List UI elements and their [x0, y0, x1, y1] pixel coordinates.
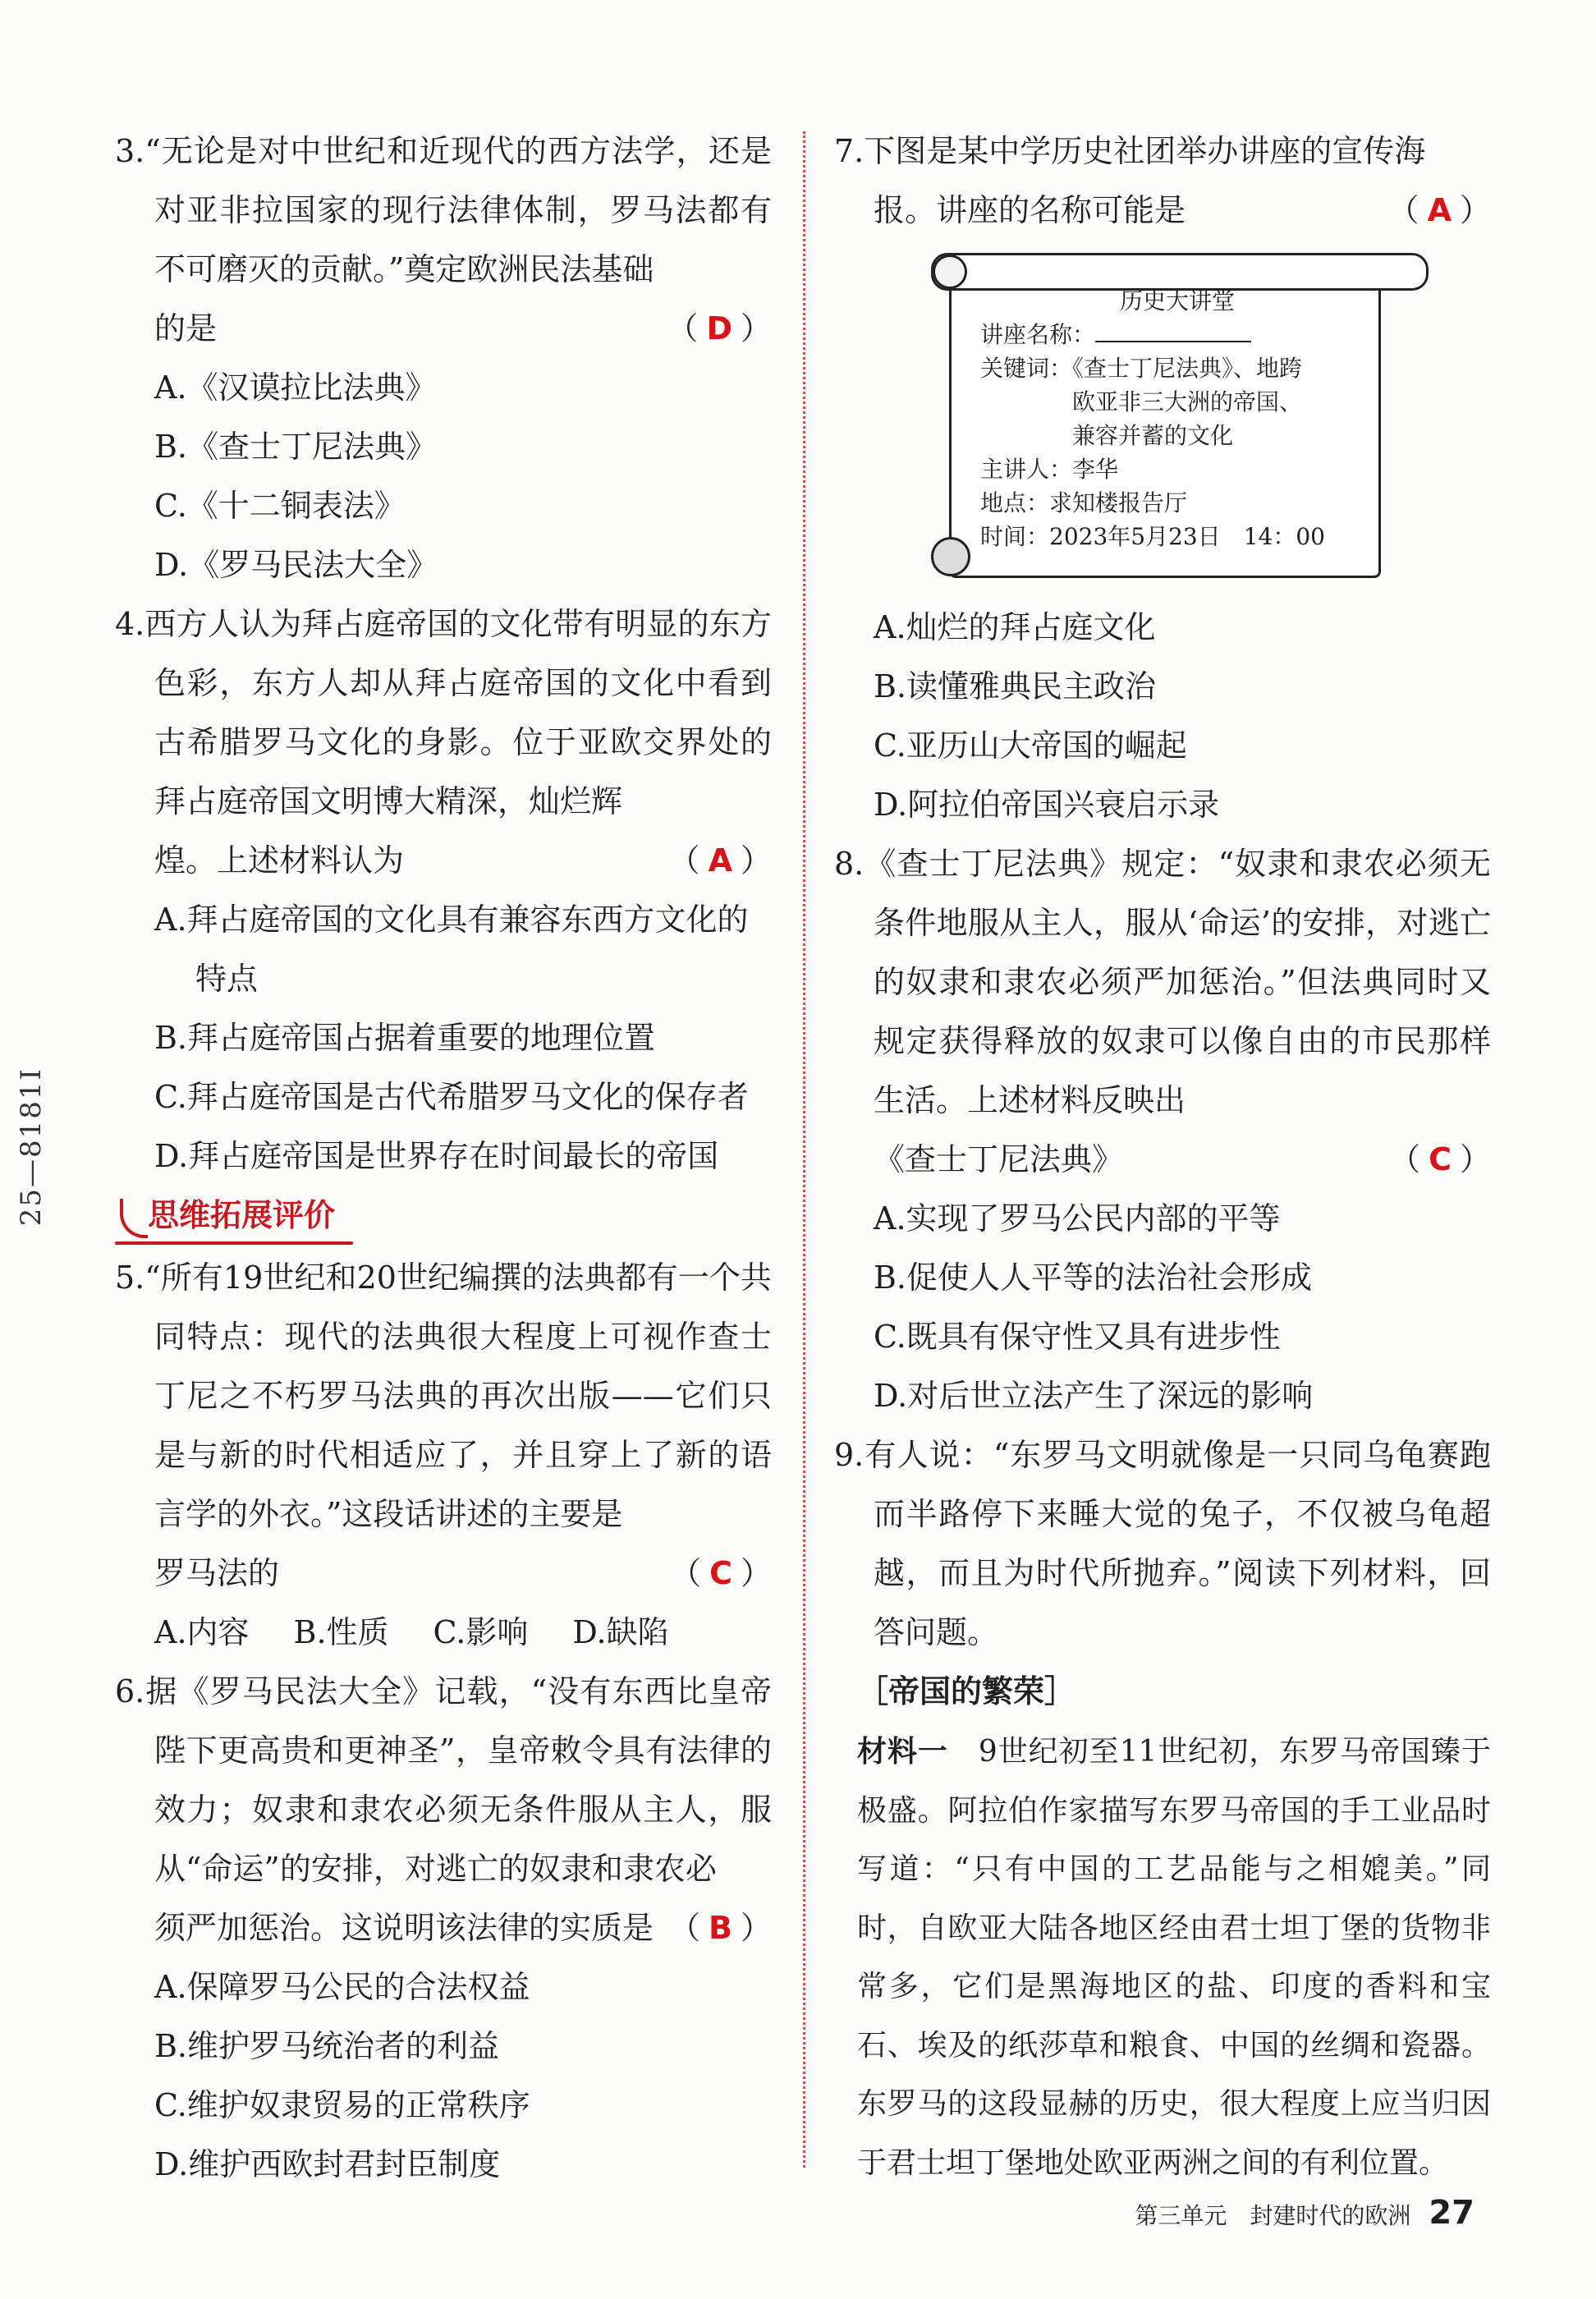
page-footer	[1135, 2194, 1474, 2232]
question-6-stem-end: 须严加惩治。这说明该法律的实质是	[154, 1910, 654, 1946]
option: A.保障罗马公民的合法权益	[154, 1969, 530, 2005]
option: A.拜占庭帝国的文化具有兼容东西方文化的特点	[154, 902, 749, 997]
question-7-answer-line	[834, 181, 1491, 240]
answer-bracket: （ A ）	[668, 842, 772, 879]
answer-bracket: （ C ）	[1389, 1141, 1491, 1177]
answer-bracket: （ B ）	[669, 1910, 772, 1946]
poster-name-blank	[1095, 318, 1251, 342]
option: B.性质	[293, 1614, 389, 1650]
question-7	[834, 122, 1491, 834]
material-label: 材料一	[857, 1735, 948, 1769]
unit-title: 第三单元 封建时代的欧洲	[1135, 2202, 1411, 2229]
poster-keywords-label: 关键词：	[980, 355, 1073, 382]
option: B.促使人人平等的法治社会形成	[874, 1260, 1313, 1296]
answer-mark: A	[1427, 192, 1452, 228]
question-3-answer-line	[115, 299, 772, 358]
page-number: 27	[1429, 2194, 1474, 2232]
poster-speaker: 主讲人：李华	[980, 456, 1119, 483]
poster-keywords-2: 欧亚非三大洲的帝国、	[1072, 388, 1303, 415]
answer-bracket: （ C ）	[670, 1555, 772, 1591]
option: A.内容	[154, 1614, 250, 1650]
scroll-curl-icon	[931, 537, 970, 576]
option: D.阿拉伯帝国兴衰启示录	[874, 787, 1220, 823]
question-9	[834, 1425, 1491, 2192]
poster-text	[980, 284, 1374, 553]
material-text: 9世纪初至11世纪初，东罗马帝国臻于极盛。阿拉伯作家描写东罗马帝国的手工业品时写道：“只有中国的工艺品能与之相媲美。”同时，自欧亚大陆各地区经由君士坦丁堡的货物非常多，它们是黑海地区的盐、印度的香料和宝石、埃及的纸莎草和粮食、中国的丝绸和瓷器。东罗马的这段显赫的历史，很大程度上应当归因于君士坦丁堡地处欧亚两洲之间的有利位置。	[857, 1735, 1491, 2180]
option: C.亚历山大帝国的崛起	[874, 727, 1187, 764]
scroll-curl-icon	[933, 255, 967, 289]
option: A.灿烂的拜占庭文化	[874, 609, 1156, 645]
poster-line-name	[980, 318, 1374, 351]
question-3	[115, 122, 772, 594]
option: D.《罗马民法大全》	[154, 547, 438, 583]
answer-mark: A	[708, 842, 732, 879]
option: D.拜占庭帝国是世界存在时间最长的帝国	[154, 1138, 719, 1174]
option: C.影响	[433, 1614, 529, 1650]
question-7-stem: 7.下图是某中学历史社团举办讲座的宣传海	[834, 133, 1426, 169]
option: D.维护西欧封君封臣制度	[154, 2146, 501, 2182]
answer-mark: B	[709, 1910, 732, 1946]
poster-time: 时间：2023年5月23日 14：00	[980, 523, 1325, 550]
answer-mark: C	[1429, 1141, 1452, 1177]
answer-mark: C	[709, 1555, 732, 1591]
answer-bracket: （ A ）	[1387, 192, 1491, 228]
section-title: 思维拓展评价	[115, 1191, 345, 1245]
poster-place: 地点：求知楼报告厅	[980, 489, 1188, 516]
question-8	[834, 834, 1491, 1425]
question-8-answer-line	[834, 1130, 1491, 1189]
answer-mark: D	[706, 310, 732, 346]
option: B.《查士丁尼法典》	[154, 429, 438, 465]
poster-title: 历史大讲堂	[1119, 287, 1235, 314]
question-8-stem: 8.《查士丁尼法典》规定：“奴隶和隶农必须无条件地服从主人，服从‘命运’的安排，对逃亡的奴隶和隶农必须严加惩治。”但法典同时又规定获得释放的奴隶可以像自由的市民那样生活。上述材料反映出	[834, 846, 1491, 1118]
answer-bracket: （ D ）	[667, 310, 772, 346]
option: A.《汉谟拉比法典》	[154, 369, 437, 406]
question-6-stem: 6.据《罗马民法大全》记载，“没有东西比皇帝陛下更高贵和更神圣”，皇帝敕令具有法律的效力；奴隶和隶农必须无条件服从主人，服从“命运”的安排，对逃亡的奴隶和隶农必	[115, 1673, 772, 1887]
poster-keywords-3: 兼容并蓄的文化	[1072, 422, 1234, 449]
question-4-answer-line	[115, 831, 772, 890]
poster-name-label: 讲座名称：	[980, 321, 1096, 348]
question-8-stem-end: 《查士丁尼法典》	[874, 1141, 1124, 1177]
question-4-stem: 4.西方人认为拜占庭帝国的文化带有明显的东方色彩，东方人却从拜占庭帝国的文化中看到古希腊罗马文化的身影。位于亚欧交界处的拜占庭帝国文明博大精深，灿烂辉	[115, 606, 772, 819]
option: C.《十二铜表法》	[154, 488, 406, 524]
option: B.维护罗马统治者的利益	[154, 2028, 500, 2064]
question-7-stem-end: 报。讲座的名称可能是	[874, 192, 1186, 228]
question-3-stem: 3.“无论是对中世纪和近现代的西方法学，还是对亚非拉国家的现行法律体制，罗马法都有不可磨灭的贡献。”奠定欧洲民法基础	[115, 133, 772, 287]
option: B.读懂雅典民主政治	[874, 668, 1157, 704]
question-5-stem: 5.“所有19世纪和20世纪编撰的法典都有一个共同特点：现代的法典很大程度上可视作查士丁尼之不朽罗马法典的再次出版——它们只是与新的时代相适应了，并且穿上了新的语言学的外衣。”这段话讲述的主要是	[115, 1260, 772, 1532]
option: C.拜占庭帝国是古代希腊罗马文化的保存者	[154, 1079, 749, 1115]
material-section-title: ［帝国的繁荣］	[857, 1673, 1076, 1709]
material-one	[834, 1723, 1491, 2192]
option: D.对后世立法产生了深远的影响	[874, 1378, 1314, 1414]
option: B.拜占庭帝国占据着重要的地理位置	[154, 1020, 656, 1056]
side-code: 25—8181I	[15, 1067, 48, 1227]
option: D.缺陷	[572, 1614, 669, 1650]
left-column	[115, 122, 772, 2194]
question-5-answer-line	[115, 1544, 772, 1603]
poster-keywords-1: 《查士丁尼法典》、地跨	[1072, 355, 1303, 382]
question-6	[115, 1662, 772, 2194]
question-5	[115, 1248, 772, 1662]
question-6-answer-line	[115, 1898, 772, 1957]
poster-line-keywords	[980, 351, 1374, 385]
right-column	[834, 122, 1491, 2192]
option: A.实现了罗马公民内部的平等	[874, 1200, 1281, 1237]
question-9-stem: 9.有人说：“东罗马文明就像是一只同乌龟赛跑而半路停下来睡大觉的兔子，不仅被乌龟超越，而且为时代所抛弃。”阅读下列材料，回答问题。	[834, 1437, 1491, 1650]
column-divider	[803, 131, 805, 2168]
question-5-options	[115, 1603, 772, 1662]
option: C.维护奴隶贸易的正常秩序	[154, 2087, 530, 2123]
question-5-stem-end: 罗马法的	[154, 1555, 280, 1591]
lecture-poster	[834, 248, 1491, 593]
question-4	[115, 594, 772, 1186]
question-4-stem-end: 煌。上述材料认为	[154, 842, 405, 879]
question-3-stem-end: 的是	[154, 310, 218, 346]
option: C.既具有保守性又具有进步性	[874, 1319, 1281, 1355]
